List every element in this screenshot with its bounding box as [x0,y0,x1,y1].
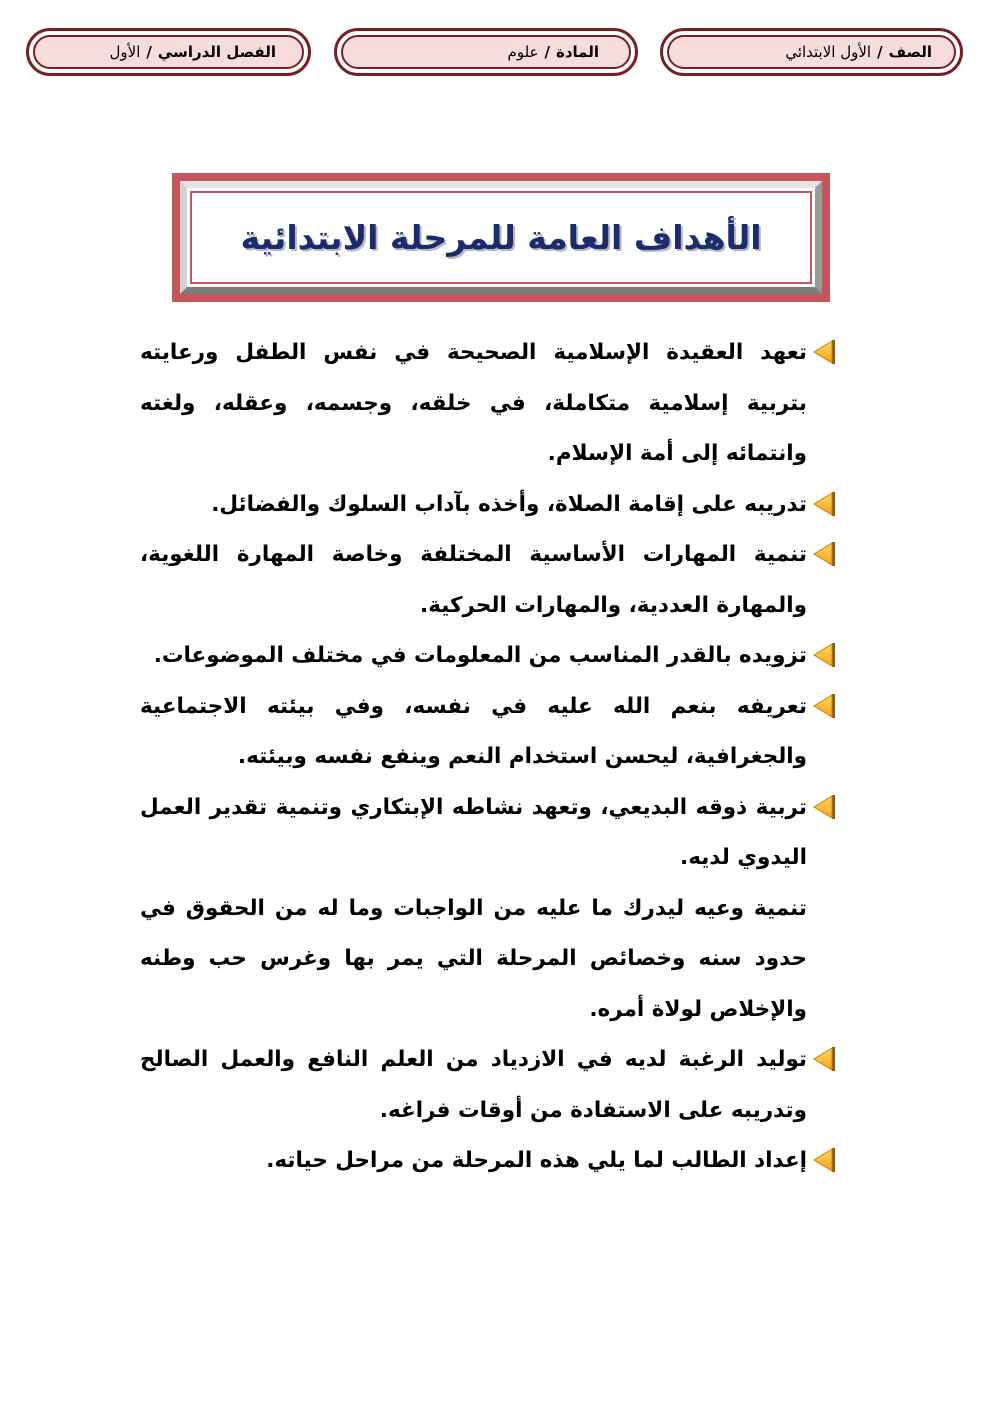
subject-separator: / [544,43,550,61]
semester-value: الأول [109,43,141,61]
subject-pill [334,28,638,76]
objective-text: تنمية وعيه ليدرك ما عليه من الواجبات وما له من الحقوق في حدود سنه وخصائص المرحلة التي يمر بها وغرس حب وطنه والإخلاص لولاة أمره. [140,895,807,1022]
objective-text: تدريبه على إقامة الصلاة، وأخذه بآداب السلوك والفضائل. [211,491,807,517]
grade-value: الأول الابتدائي [785,43,872,61]
objective-item [140,328,840,480]
orange-triangle-pointer-icon [812,1046,838,1072]
page-title: الأهداف العامة للمرحلة الابتدائية [240,218,762,257]
objective-text: إعداد الطالب لما يلي هذه المرحلة من مراحل حياته. [266,1148,807,1173]
objective-item [140,783,840,884]
subject-pill-inner [341,35,631,69]
grade-label: الصف [888,43,932,61]
objective-item [140,530,840,631]
objective-item [140,682,840,783]
orange-triangle-pointer-icon [812,794,838,820]
title-bevel [180,181,822,294]
orange-triangle-pointer-icon [812,339,838,365]
subject-value: علوم [507,43,539,61]
objectives-list [140,328,840,1187]
orange-triangle-pointer-icon [812,693,838,719]
semester-label: الفصل الدراسي [157,43,276,61]
objective-text: تعريفه بنعم الله عليه في نفسه، وفي بيئته الاجتماعية والجغرافية، ليحسن استخدام النعم وينفع نفسه وبيئته. [140,693,807,769]
orange-triangle-pointer-icon [812,491,838,517]
orange-triangle-pointer-icon [812,1147,838,1173]
orange-triangle-pointer-icon [812,541,838,567]
objective-item [140,1136,840,1187]
objective-item [140,631,840,682]
objective-text: تزويده بالقدر المناسب من المعلومات في مختلف الموضوعات. [153,643,807,668]
grade-separator: / [877,43,883,61]
grade-pill-inner [667,35,956,69]
objective-text: تعهد العقيدة الإسلامية الصحيحة في نفس الطفل ورعايته بتربية إسلامية متكاملة، في خلقه، وجسمه، وعقله، ولغته وانتمائه إلى أمة الإسلام. [140,340,807,466]
semester-pill [26,28,311,76]
objective-text: توليد الرغبة لديه في الازدياد من العلم النافع والعمل الصالح وتدريبه على الاستفادة من أوقات فراغه. [140,1047,807,1123]
objective-text: تربية ذوقه البديعي، وتعهد نشاطه الإبتكاري وتنمية تقدير العمل اليدوي لديه. [140,794,807,870]
objective-item [140,884,840,1036]
objective-item [140,480,840,531]
objective-item [140,1035,840,1136]
semester-separator: / [146,43,152,61]
title-inner-box [190,191,812,284]
semester-pill-inner [33,35,304,69]
subject-label: المادة [555,43,599,61]
title-frame [172,173,830,302]
objective-text: تنمية المهارات الأساسية المختلفة وخاصة المهارة اللغوية، والمهارة العددية، والمهارات الحركية. [140,542,807,618]
grade-pill [660,28,963,76]
orange-triangle-pointer-icon [812,642,838,668]
